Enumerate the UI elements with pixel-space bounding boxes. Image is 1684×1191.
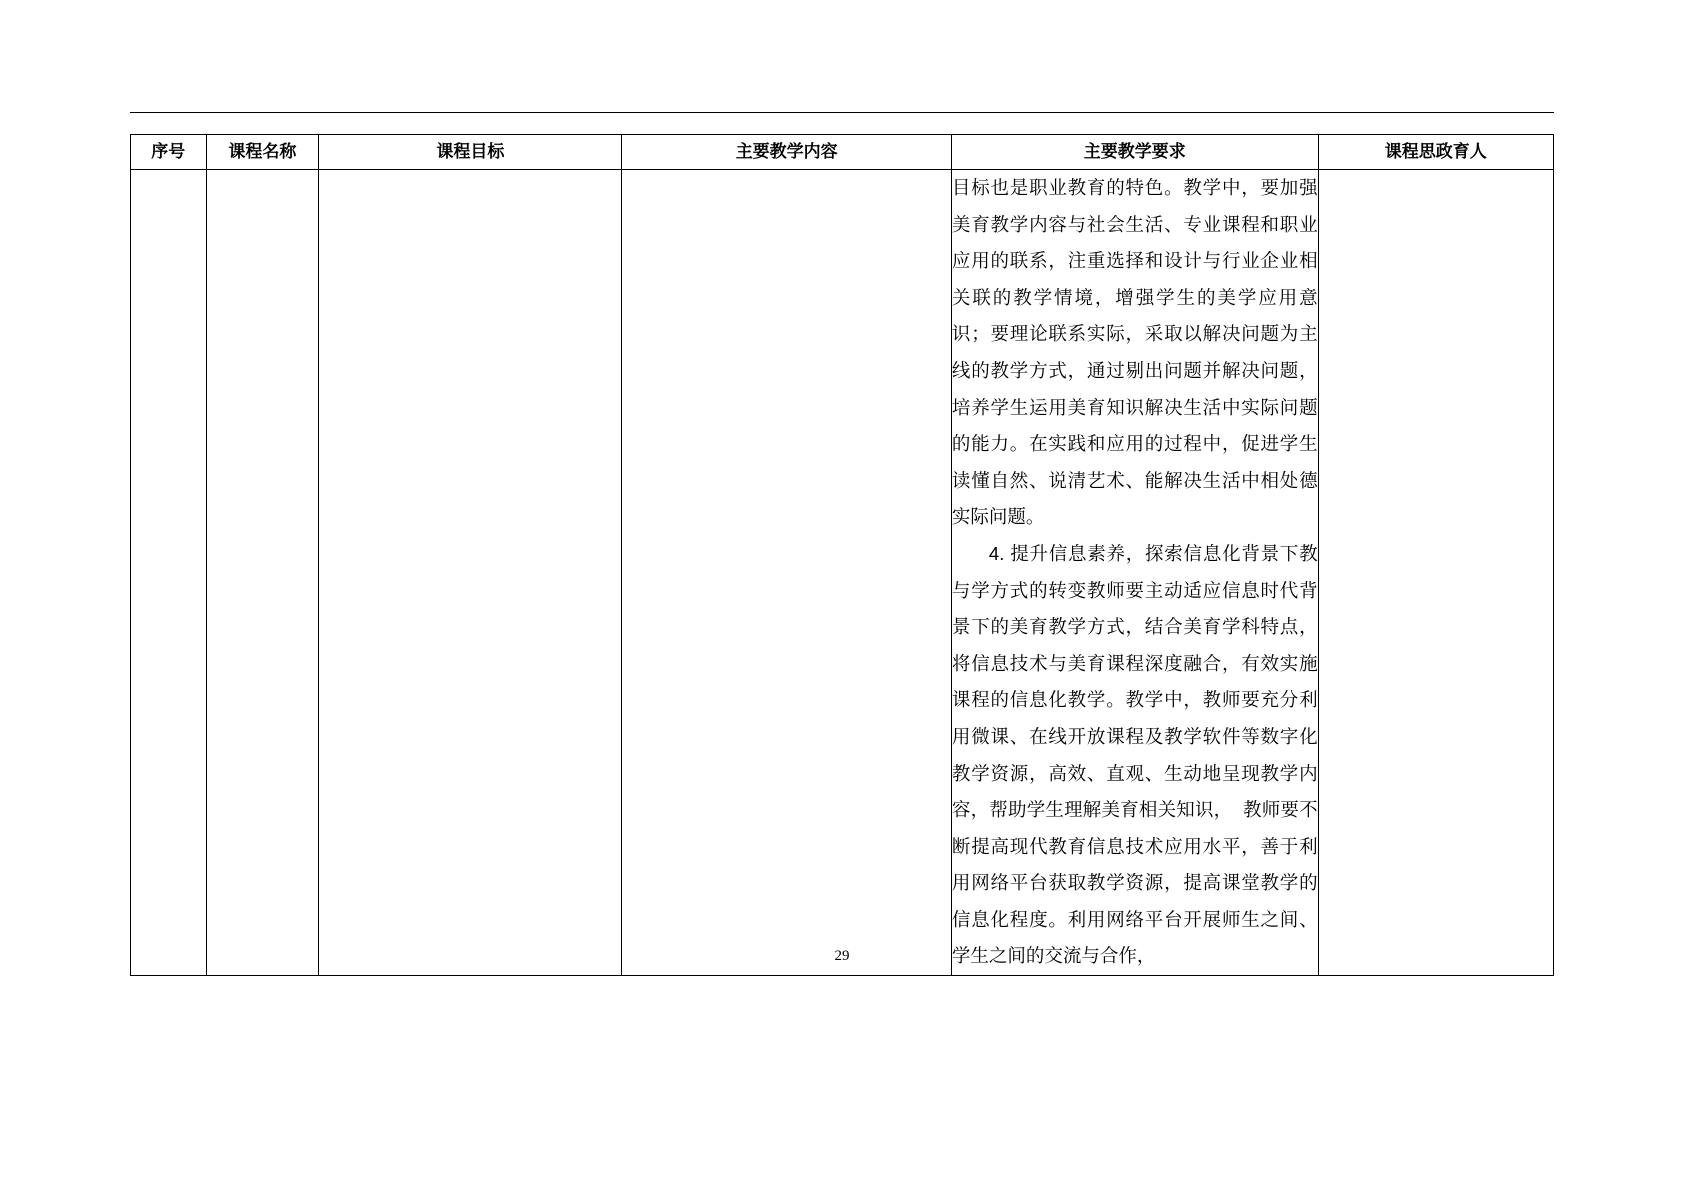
column-header-ideological-education: 课程思政育人 (1318, 135, 1553, 170)
table-header (131, 135, 1554, 170)
course-table (130, 134, 1554, 976)
requirements-paragraph-1: 目标也是职业教育的特色。教学中，要加强美育教学内容与社会生活、专业课程和职业应用的联系，注重选择和设计与行业企业相关联的教学情境，增强学生的美学应用意识；要理论联系实际，采取以解决问题为主线的教学方式，通过剔出问题并解决问题，培养学生运用美育知识解决生活中实际问题的能力。在实践和应用的过程中，促进学生读懂自然、说清艺术、能解决生活中相处德实际问题。 (951, 177, 1318, 528)
cell-course-name (206, 170, 319, 976)
column-header-teaching-requirements: 主要教学要求 (951, 135, 1318, 170)
column-header-course-goal: 课程目标 (319, 135, 622, 170)
page-number: 29 (834, 948, 850, 964)
column-header-course-name: 课程名称 (206, 135, 319, 170)
cell-ideological-education (1318, 170, 1553, 976)
table-header-row (131, 135, 1554, 170)
column-header-teaching-content: 主要教学内容 (622, 135, 951, 170)
requirements-paragraph-2: 4. 提升信息素养，探索信息化背景下教与学方式的转变教师要主动适应信息时代背景下的美育教学方式，结合美育学科特点，将信息技术与美育课程深度融合，有效实施课程的信息化教学。教学中，教师要充分利用微课、在线开放课程及教学软件等数字化教学资源，高效、直观、生动地呈现教学内容，帮助学生理解美育相关知识， 教师要不断提高现代教育信息技术应用水平，善于利用网络平台获取教学资源，提高课堂教学的信息化程度。利用网络平台开展师生之间、学生之间的交流与合作， (951, 542, 1318, 967)
table-row (131, 170, 1554, 976)
cell-course-goal (319, 170, 622, 976)
header-rule (130, 112, 1554, 113)
table-body (131, 170, 1554, 976)
cell-seq (131, 170, 207, 976)
cell-teaching-content (622, 170, 951, 976)
cell-teaching-requirements (951, 170, 1318, 976)
column-header-seq: 序号 (131, 135, 207, 170)
